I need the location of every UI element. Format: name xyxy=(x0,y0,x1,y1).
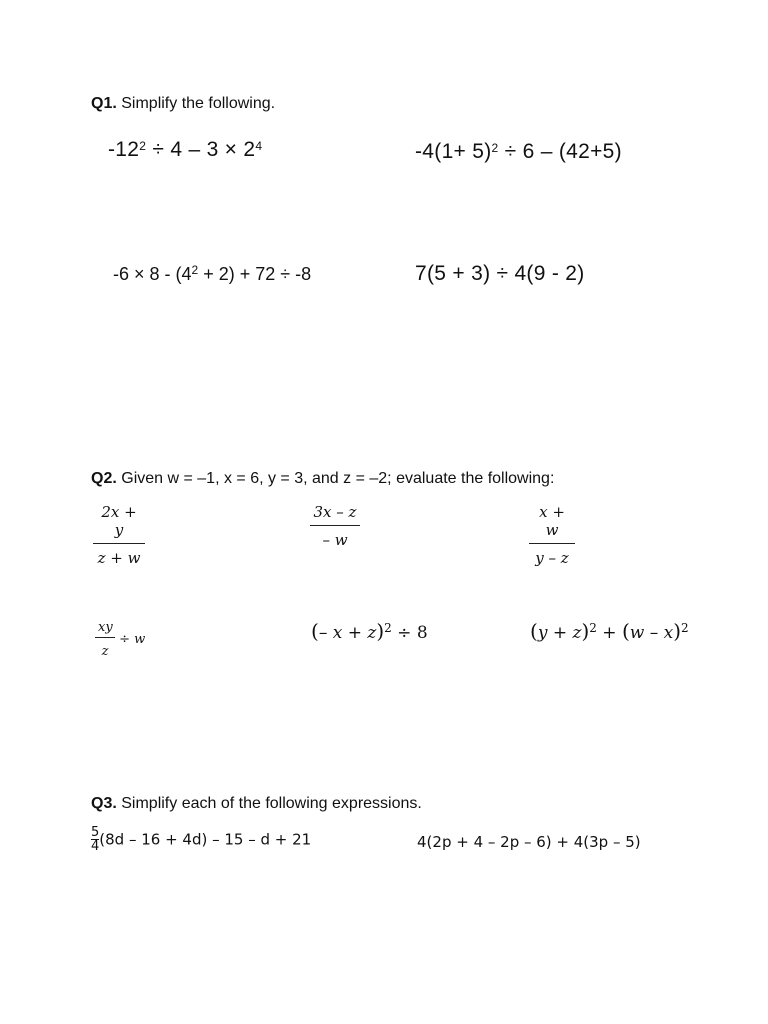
q2-e5-inner: – x + z xyxy=(318,623,377,643)
q2-e5-exponent: 2 xyxy=(384,621,392,635)
q1-expr1-exponent-a: 2 xyxy=(139,139,147,153)
q1-expression-4: 7(5 + 3) ÷ 4(9 - 2) xyxy=(415,262,585,285)
q2-fraction-2 xyxy=(310,503,360,549)
q2-e6-close-paren-2: ) xyxy=(673,619,682,643)
q2-e4-rest: ÷ w xyxy=(115,632,146,647)
q2-e6-inner-2: w – x xyxy=(629,623,674,643)
q2-e4-numerator: xy xyxy=(98,620,113,635)
q3-expression-1 xyxy=(91,826,311,853)
q2-fraction-3 xyxy=(529,503,575,567)
q2-e6-open-paren-1: ( xyxy=(530,619,538,643)
q2-f3-numerator: x + w xyxy=(539,503,565,539)
fraction-bar xyxy=(95,637,115,638)
q2-e6-plus: + xyxy=(596,623,622,643)
q3-instruction: Simplify each of the following expressions. xyxy=(116,795,422,812)
q1-expr2-base: -4(1+ 5) xyxy=(415,140,492,163)
q2-e6-exponent-1: 2 xyxy=(589,621,597,635)
q2-label: Q2. xyxy=(91,470,117,487)
q2-fraction-1 xyxy=(93,503,145,567)
q1-expr1-rest: ÷ 4 – 3 × 2 xyxy=(146,138,256,161)
q2-f1-denominator: z + w xyxy=(97,549,141,567)
q3-e1-numerator: 5 xyxy=(91,825,100,840)
q1-expr3-rest: + 2) + 72 ÷ -8 xyxy=(198,264,312,284)
q2-instruction: Given w = –1, x = 6, y = 3, and z = –2; evaluate the following: xyxy=(116,470,555,487)
q1-expression-3 xyxy=(113,264,311,285)
q2-f2-numerator: 3x – z xyxy=(313,503,357,521)
q1-expr2-exponent: 2 xyxy=(491,141,499,155)
q1-expr2-rest: ÷ 6 – (42+5) xyxy=(498,140,622,163)
q3-heading xyxy=(91,795,422,813)
q2-e6-close-paren-1: ) xyxy=(581,619,590,643)
q1-expr1-exponent-b: 4 xyxy=(255,139,263,153)
q1-expr1-base: -12 xyxy=(108,138,140,161)
q2-e4-fraction xyxy=(95,620,115,659)
q2-e5-close-paren: ) xyxy=(376,619,385,643)
q3-e1-rest: (8d – 16 + 4d) – 15 – d + 21 xyxy=(99,830,312,849)
q2-e6-inner-1: y + z xyxy=(537,623,582,643)
q2-expression-5 xyxy=(311,619,428,643)
q1-heading xyxy=(91,95,275,113)
q2-f2-denominator: – w xyxy=(322,531,348,549)
fraction-bar xyxy=(529,543,575,544)
q3-e1-denominator: 4 xyxy=(91,839,100,854)
q1-expr3-exponent: 2 xyxy=(191,263,199,277)
q1-expression-2 xyxy=(415,140,622,164)
q2-e5-rest: ÷ 8 xyxy=(391,623,428,643)
q2-f1-numerator: 2x + y xyxy=(101,503,137,539)
q3-expression-2: 4(2p + 4 – 2p – 6) + 4(3p – 5) xyxy=(417,833,641,851)
fraction-bar xyxy=(310,525,360,526)
q2-e4-denominator: z xyxy=(101,644,109,659)
q2-f3-denominator: y – z xyxy=(535,549,569,567)
q2-e6-open-paren-2: ( xyxy=(621,619,630,643)
q3-label: Q3. xyxy=(91,795,117,812)
q1-expr3-base: -6 × 8 - (4 xyxy=(113,264,192,284)
q1-label: Q1. xyxy=(91,95,117,112)
fraction-bar xyxy=(93,543,145,544)
q1-expression-1 xyxy=(108,138,262,162)
q1-instruction: Simplify the following. xyxy=(116,95,276,112)
q2-expression-6 xyxy=(530,619,689,643)
q2-e6-exponent-2: 2 xyxy=(681,621,689,635)
q2-e5-open-paren: ( xyxy=(311,619,319,643)
q2-heading xyxy=(91,470,554,488)
q2-expression-4 xyxy=(95,620,145,659)
